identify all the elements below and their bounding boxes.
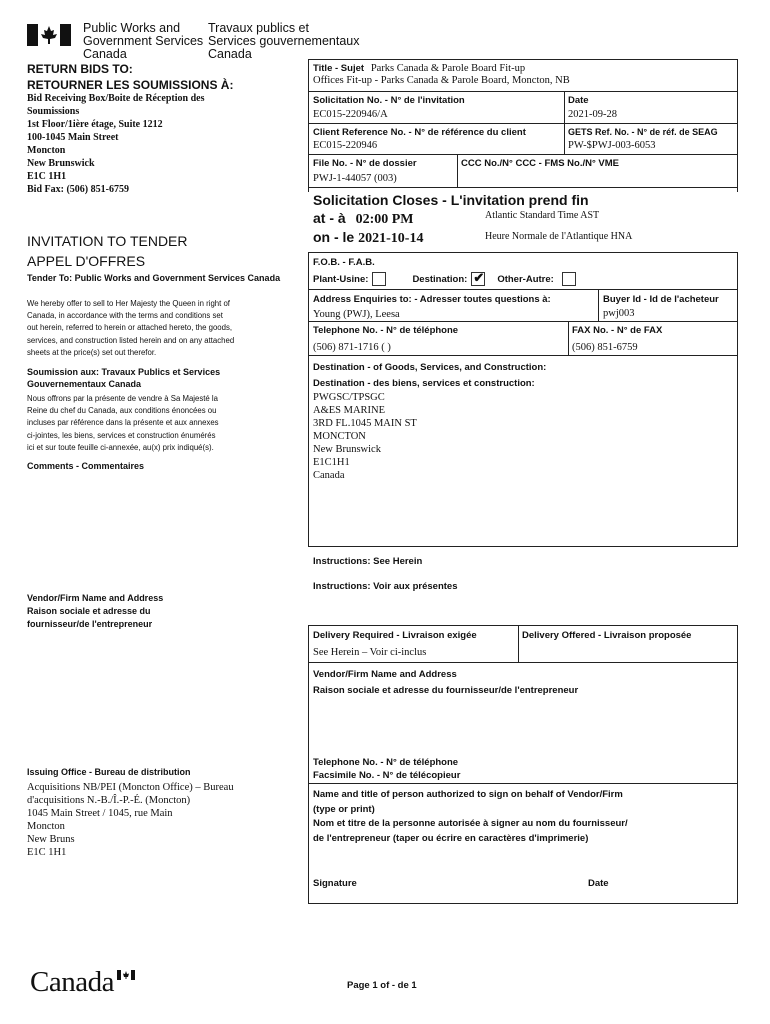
tz-fr: Heure Normale de l'Atlantique HNA [485, 231, 633, 242]
close-date: on - le 2021-10-14 [313, 229, 424, 246]
destination-checkbox[interactable] [471, 272, 485, 286]
solicitation-value: EC015-220946/A [313, 109, 388, 120]
closes-title: Solicitation Closes - L'invitation prend fin [313, 192, 589, 208]
tender-to: Tender To: Public Works and Government Services Canada [27, 273, 281, 283]
solicitation-label: Solicitation No. - N° de l'invitation [313, 95, 465, 106]
tz-en: Atlantic Standard Time AST [485, 210, 600, 221]
close-time: at - à 02:00 PM [313, 210, 414, 227]
gets-value: PW-$PWJ-003-6053 [568, 140, 656, 151]
authorized-person-label: Name and title of person authorized to sign on behalf of Vendor/Firm (type or print) Nom et titre de la personne autorisée à signer au nom du fournisseur/ de l'entrepreneur (taper ou écrire en caractères d'imprimerie) [313, 789, 628, 844]
vendor-left-label: Vendor/Firm Name and Address Raison sociale et adresse du fournisseur/de l'entrepreneur [27, 593, 164, 629]
fax-label: FAX No. - N° de FAX [572, 325, 663, 336]
client-ref-value: EC015-220946 [313, 140, 378, 151]
fob-label: F.O.B. - F.A.B. [313, 257, 375, 268]
address-enquiries-value: Young (PWJ), Leesa [313, 309, 400, 320]
signature-date-label: Date [588, 878, 609, 889]
tender-text: We hereby offer to sell to Her Majesty the Queen in right of Canada, in accordance with the terms and conditions set out herein, referred to herein or attached hereto, the goods, services, and construction listed herein and on any attached sheets at the price(s) set out therefor. [27, 299, 235, 357]
fob-options: Plant-Usine: Destination: ✔ Other-Autre: [313, 272, 580, 286]
tel-label: Telephone No. - N° de téléphone [313, 325, 459, 336]
wordmark-flag-icon [117, 970, 135, 980]
tel-value: (506) 871-1716 ( ) [313, 342, 391, 353]
address-enquiries-label: Address Enquiries to: - Adresser toutes questions à: [313, 294, 551, 305]
page-number: Page 1 of - de 1 [347, 980, 417, 991]
buyer-label: Buyer Id - Id de l'acheteur [603, 294, 719, 305]
delivery-required-value: See Herein – Voir ci-inclus [313, 647, 427, 658]
delivery-required-label: Delivery Required - Livraison exigée [313, 630, 477, 641]
fax-value: (506) 851-6759 [572, 342, 638, 353]
date-value: 2021-09-28 [568, 109, 617, 120]
destination-goods-label: Destination - of Goods, Services, and Construction: Destination - des biens, services et construction: [313, 362, 547, 389]
issuing-office-address: Acquisitions NB/PEI (Moncton Office) – Bureau d'acquisitions N.-B./Î.-P.-É. (Moncton) 1045 Main Street / 1045, rue Main Moncton New Bruns E1C 1H1 [27, 782, 234, 858]
canada-wordmark: Canada [30, 966, 114, 998]
canada-flag-icon [27, 24, 71, 46]
dept-name-en: Public Works and Government Services Canada [83, 21, 204, 61]
date-label: Date [568, 95, 589, 106]
vendor-contact-label: Telephone No. - N° de téléphone Facsimile No. - N° de télécopieur [313, 757, 461, 781]
gets-label: GETS Ref. No. - N° de réf. de SEAG [568, 127, 718, 137]
invitation-title: INVITATION TO TENDER APPEL D'OFFRES [27, 233, 188, 269]
instructions-en: Instructions: See Herein [313, 556, 423, 567]
destination-address: PWGSC/TPSGC A&ES MARINE 3RD FL.1045 MAIN ST MONCTON New Brunswick E1C1H1 Canada [313, 392, 417, 481]
soumission-text: Nous offrons par la présente de vendre à Sa Majesté la Reine du chef du Canada, aux conditions énoncées ou incluses par référence dans la présente et aux annexes ci-jointes, les biens, services et construction énumérés ici et sur toute feuille ci-annexée, au(x) prix indiqué(s). [27, 394, 219, 452]
soumission-aux: Soumission aux: Travaux Publics et Services Gouvernementaux Canada [27, 367, 221, 389]
file-value: PWJ-1-44057 (003) [313, 173, 397, 184]
file-label: File No. - N° de dossier [313, 158, 417, 169]
other-checkbox[interactable] [562, 272, 576, 286]
return-address: Bid Receiving Box/Boite de Réception des Soumissions 1st Floor/1ière étage, Suite 1212 100-1045 Main Street Moncton New Brunswick E1C 1H1 Bid Fax: (506) 851-6759 [27, 93, 205, 195]
client-ref-label: Client Reference No. - N° de référence du client [313, 127, 526, 138]
issuing-office-label: Issuing Office - Bureau de distribution [27, 767, 191, 777]
dept-name-fr: Travaux publics et Services gouvernementaux Canada [208, 21, 360, 61]
signature-label: Signature [313, 878, 357, 889]
return-bids-title: RETURN BIDS TO: RETOURNER LES SOUMISSIONS À: [27, 62, 234, 92]
plant-checkbox[interactable] [372, 272, 386, 286]
instructions-fr: Instructions: Voir aux présentes [313, 581, 458, 592]
comments-label: Comments - Commentaires [27, 461, 145, 471]
ccc-label: CCC No./N° CCC - FMS No./N° VME [461, 158, 620, 169]
vendor-firm-label: Vendor/Firm Name and Address Raison sociale et adresse du fournisseur/de l'entrepreneur [313, 669, 579, 696]
delivery-offered-label: Delivery Offered - Livraison proposée [522, 630, 692, 641]
buyer-value: pwj003 [603, 308, 635, 319]
title-field: Title - Sujet Parks Canada & Parole Board Fit-up Offices Fit-up - Parks Canada & Parole Board, Moncton, NB [313, 63, 570, 86]
